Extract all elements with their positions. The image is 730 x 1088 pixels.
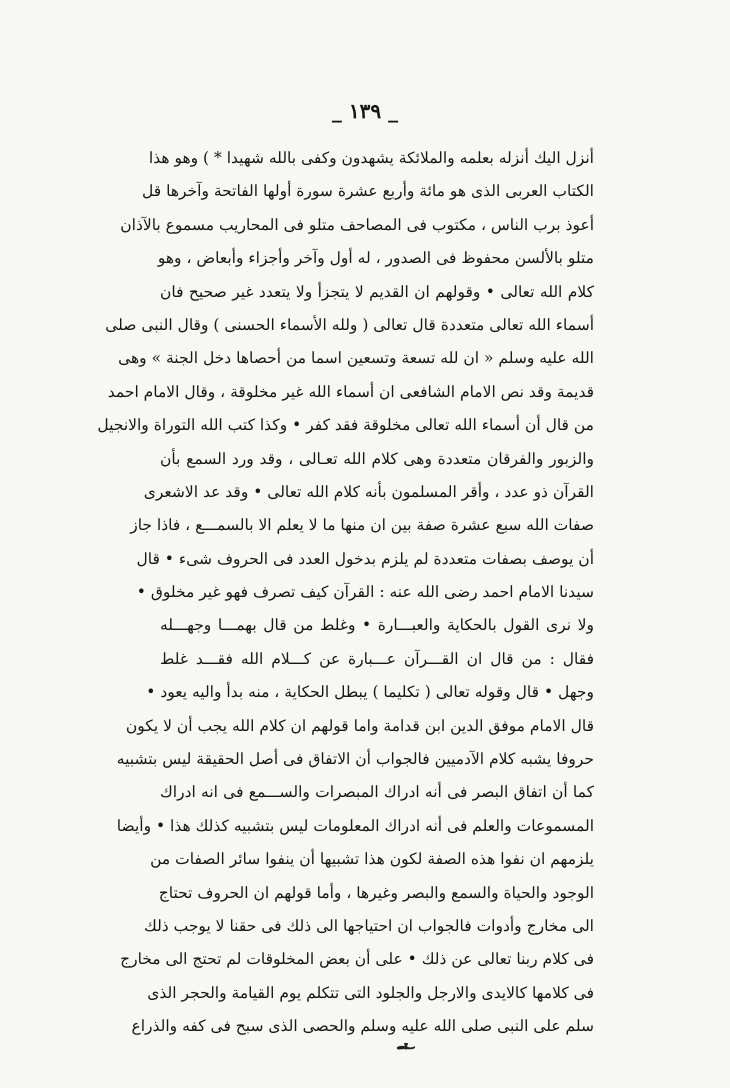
- text-line: القرآن ذو عدد ، وأقر المسلمون بأنه كلام الله تعالى • وقد عد الاشعرى: [143, 482, 594, 501]
- text-line: ولا نرى القول بالحكاية والعبـــارة • وغلط من قال بهمـــا وجهـــله: [160, 616, 594, 635]
- text-line: الوجود والحياة والسمع والبصر وغيرها ، وأما قولهم ان الحروف تحتاج: [158, 883, 594, 902]
- text-line: قديمة وقد نص الامام الشافعى ان أسماء الله غير مخلوقة ، وقال الامام احمد: [107, 382, 594, 401]
- text-line: الكتاب العربى الذى هو مائة وأربع عشرة سورة أولها الفاتحة وآخرها قل: [142, 182, 594, 201]
- text-line: وجهل • قال وقوله تعالى ( تكليما ) يبطل الحكاية ، منه بدأ واليه يعود •: [146, 683, 594, 702]
- text-line: المسموعات والعلم فى أنه ادراك المعلومات ليس بتشبيه كذلك هذا • وأيضا: [116, 816, 594, 835]
- text-line: أنزل اليك أنزله بعلمه والملائكة يشهدون وكفى بالله شهيدا * ) وهو هذا: [148, 149, 594, 167]
- text-line: حروفا يشبه كلام الآدميين فالجواب أن الاتفاق فى أصل الحقيقة ليس بتشبيه: [116, 750, 594, 769]
- text-line: صفات الله سبع عشرة صفة بين ان منها ما لا يعلم الا بالسمـــع ، فاذا جاز: [130, 516, 594, 535]
- text-line: أن يوصف بصفات متعددة لم يلزم بدخول العدد فى الحروف شىء • قال: [136, 549, 594, 568]
- text-line: أعوذ برب الناس ، مكتوب فى المصاحف متلو فى المحاريب مسموع بالآذان: [120, 215, 594, 234]
- page-number: _ ١٣٩ _: [331, 99, 399, 123]
- text-line: والزبور والفرقان متعددة وهى كلام الله تعـالى ، وقد ورد السمع بأن: [160, 449, 594, 468]
- text-line: قال الامام موفق الدين ابن قدامة واما قولهم ان كلام الله يجب أن لا يكون: [125, 716, 594, 735]
- text-line: أسماء الله تعالى متعددة قال تعالى ( ولله الأسماء الحسنى ) وقال النبى صلى: [105, 315, 594, 334]
- text-line: كما أن اتفاق البصر فى أنه ادراك المبصرات والســـمع فى انه ادراك: [160, 783, 594, 802]
- page-body-text: [97, 142, 594, 1044]
- text-line: فقال : من قال ان القـــرآن عـــبارة عن كـــلام الله فقـــد غلط: [160, 649, 594, 668]
- text-line: فى كلامها كالايدى والارجل والجلود التى تتكلم يوم القيامة والحجر الذى: [147, 983, 594, 1002]
- text-line: الله عليه وسلم « ان لله تسعة وتسعين اسما من أحصاها دخل الجنة » وهى: [118, 349, 594, 368]
- text-line: الى مخارج وأدوات فالجواب ان احتياجها الى ذلك فى حقنا لا يوجب ذلك: [144, 916, 594, 935]
- text-line: سلم على النبى صلى الله عليه وسلم والحصى الذى سبح فى كفه والذراع: [131, 1017, 594, 1036]
- text-line: من قال أن أسماء الله تعالى مخلوقة فقد كفر • وكذا كتب الله التوراة والانجيل: [97, 416, 594, 435]
- text-line: سيدنا الامام احمد رضى الله عنه : القرآن كيف تصرف فهو غير مخلوق •: [136, 583, 594, 602]
- text-line: كلام الله تعالى • وقولهم ان القديم لا يتجزأ ولا يتعدد غير صحيح فان: [160, 282, 594, 301]
- text-line: يلزمهم ان نفوا هذه الصفة لكون هذا تشبيها أن ينفوا سائر الصفات من: [150, 850, 594, 869]
- text-line: متلو بالألسن محفوظ فى الصدور ، له أول وآخر وأجزاء وأبعاض ، وهو: [157, 249, 594, 268]
- text-line: فى كلام ربنا تعالى عن ذلك • على أن بعض المخلوقات لم تحتج الى مخارج: [120, 950, 594, 969]
- footer-ornament-icon: [395, 1042, 417, 1054]
